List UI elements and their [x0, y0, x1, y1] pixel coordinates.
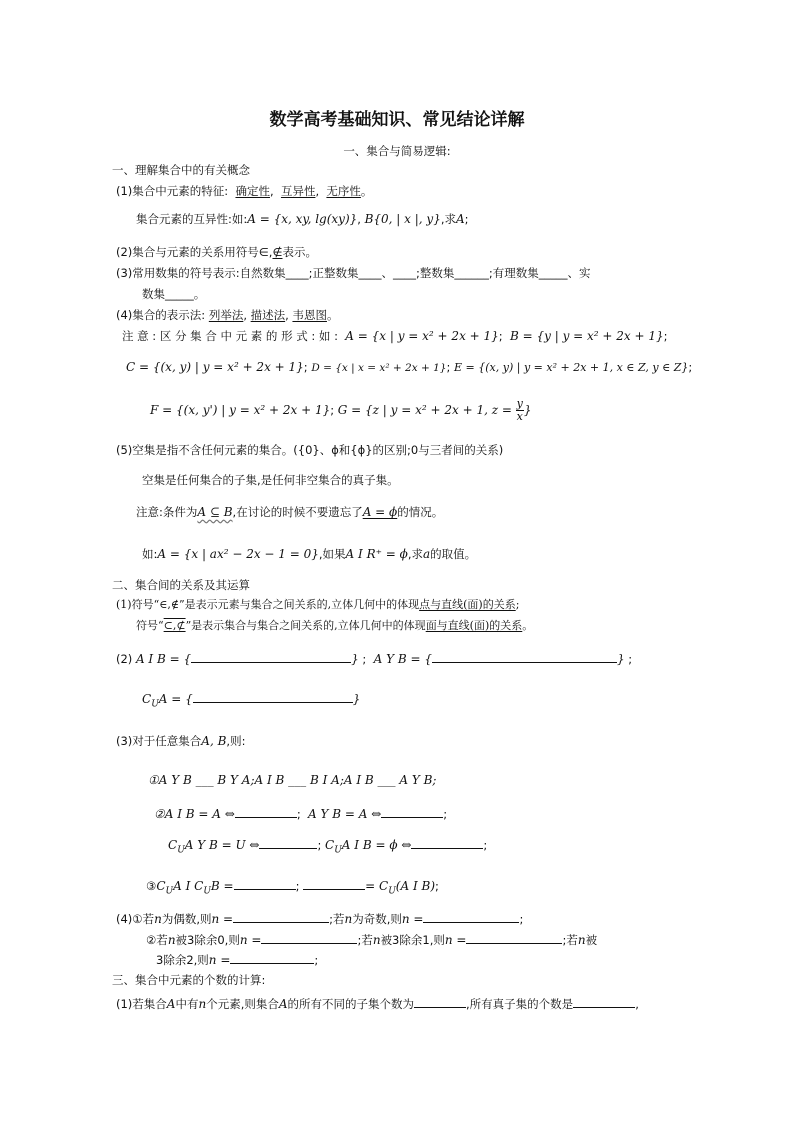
- line-parity-1: (4)①若n为偶数,则n = ;若n为奇数,则n = ;: [116, 912, 524, 926]
- line-mod3-1: ②若n被3除余0,则n = ;若n被3除余1,则n = ;若n被: [146, 933, 598, 947]
- line-empty-subset: 空集是任何集合的子集,是任何非空集合的真子集。: [142, 473, 399, 487]
- line-subset-count: (1)若集合A中有n个元素,则集合A的所有不同的子集个数为 ,所有真子集的个数是 ,: [116, 997, 639, 1011]
- section-1-heading: 一、理解集合中的有关概念: [112, 163, 250, 177]
- line-element-features: (1)集合中元素的特征: 确定性, 互异性, 无序性。: [116, 184, 373, 198]
- line-example-a: 如:A = {x | ax² − 2x − 1 = 0},如果A I R⁺ = ϕ,求a的取值。: [142, 547, 477, 561]
- line-note-condition: 注意:条件为A ⊆ B,在讨论的时候不要遗忘了A = ϕ的情况。: [136, 505, 444, 519]
- line-any-sets: (3)对于任意集合A, B,则:: [116, 734, 246, 748]
- chapter-subtitle: 一、集合与简易逻辑:: [343, 144, 451, 158]
- line-sets-f-g: F = {(x, y') | y = x² + 2x + 1}; G = {z | y = x² + 2x + 1, z = $\frac{y}{x}$ }: [150, 397, 532, 423]
- line-relation-1: ①A Y B ___ B Y A;A I B ___ B I A;A I B ___ A Y B;: [148, 773, 437, 787]
- line-mod3-2: 3除余2,则n = ;: [156, 953, 319, 967]
- line-relation-2b: $C_UA$ Y B = U ⇔ ; $C_UA$ I B = ϕ ⇔ ;: [168, 838, 488, 856]
- line-operations: (2) A I B = { } ; A Y B = { } ;: [116, 652, 633, 666]
- line-distinctness-example: 集合元素的互异性:如:A = {x, xy, lg(xy)}, B{0, | x |, y},求A;: [136, 212, 469, 226]
- line-symbol-element: (1)符号“∈,∉”是表示元素与集合之间关系的,立体几何中的体现点与直线(面)的关系;: [116, 598, 520, 611]
- line-number-sets: (3)常用数集的符号表示:自然数集____;正整数集____、____;整数集______;有理数集_____、实: [116, 266, 591, 280]
- page-title: 数学高考基础知识、常见结论详解: [269, 110, 525, 130]
- line-relation-2: ②A I B = A ⇔ ; A Y B = A ⇔ ;: [154, 807, 448, 821]
- line-symbol-subset: 符号“⊂,⊄”是表示集合与集合之间关系的,立体几何中的体现面与直线(面)的关系。: [136, 619, 534, 632]
- line-empty-set: (5)空集是指不含任何元素的集合。({0}、ϕ和{ϕ}的区别;0与三者间的关系): [116, 443, 504, 457]
- line-element-relation: (2)集合与元素的关系用符号∈,∉表示。: [116, 245, 317, 259]
- fraction-y-over-x: $\frac{y}{x}$: [516, 397, 523, 423]
- section-3-heading: 三、集合中元素的个数的计算:: [112, 973, 266, 987]
- line-complement: $C_UA$ = { }: [142, 692, 361, 710]
- line-note-forms: 注 意 : 区 分 集 合 中 元 素 的 形 式 : 如 : A = {x | y = x² + 2x + 1}; B = {y | y = x² + 2x + 1};: [122, 329, 668, 343]
- line-number-sets-cont: 数集_____。: [142, 287, 206, 301]
- section-2-heading: 二、集合间的关系及其运算: [112, 578, 250, 592]
- line-sets-c-d-e: C = {(x, y) | y = x² + 2x + 1}; D = {x | x = x² + 2x + 1}; E = {(x, y) | y = x² + 2x + 1, x ∈ Z, y ∈ Z};: [126, 360, 693, 374]
- line-representation: (4)集合的表示法: 列举法, 描述法, 韦恩图。: [116, 308, 339, 322]
- line-relation-3: $③C_UA$ I $C_UB$ = ; = $C_U(A$ I B);: [146, 879, 439, 897]
